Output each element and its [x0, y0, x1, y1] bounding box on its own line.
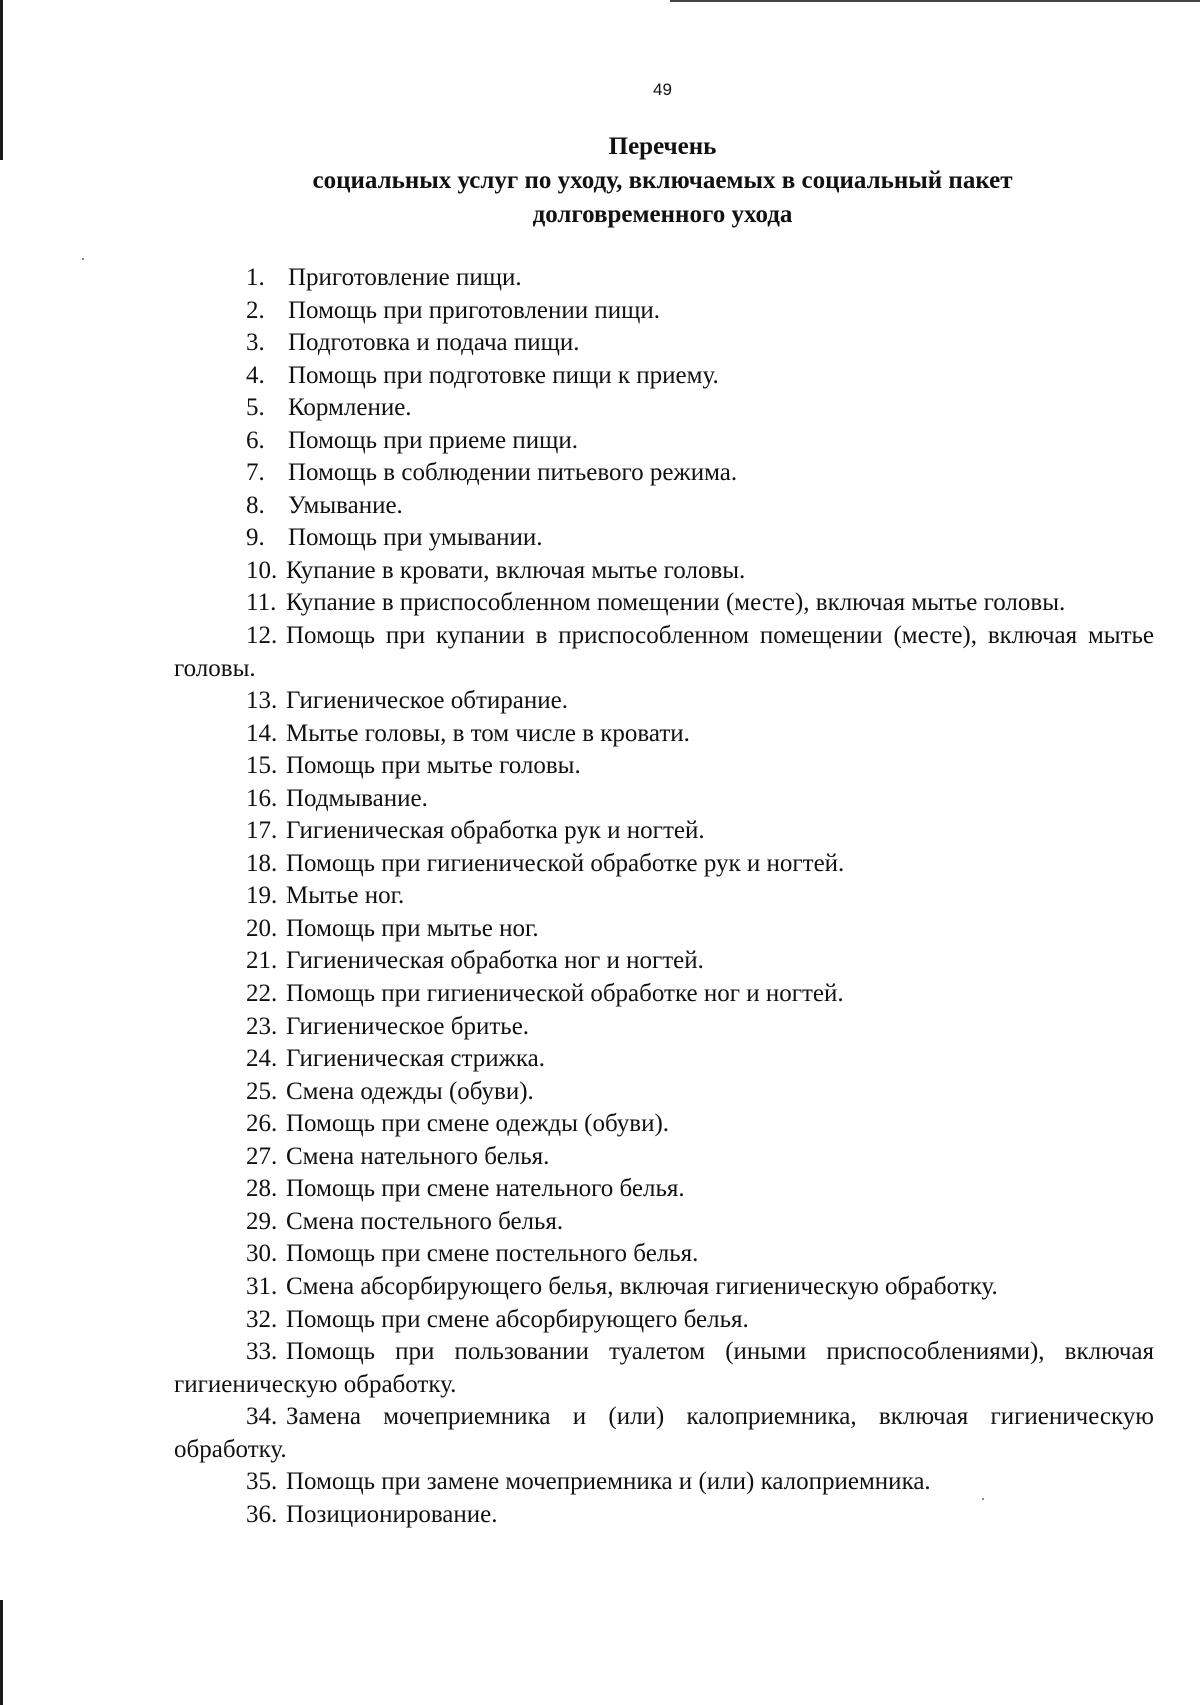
list-item	[174, 1304, 1154, 1337]
item-number: 18.	[246, 849, 278, 877]
item-number: 20.	[246, 914, 278, 942]
item-text: Помощь при купании в приспособленном помещении (месте), включая мытье головы.	[174, 622, 1154, 682]
list-item	[174, 360, 1154, 393]
item-number: 26.	[246, 1110, 278, 1138]
item-text: Помощь при приготовлении пищи.	[288, 296, 661, 324]
item-number: 24.	[246, 1045, 278, 1073]
scan-edge-top	[670, 0, 1200, 2]
list-item	[174, 1141, 1154, 1174]
item-number: 2.	[246, 296, 265, 324]
item-text: Гигиеническое обтирание.	[286, 687, 569, 715]
item-number: 25.	[246, 1077, 278, 1105]
list-item	[174, 1238, 1154, 1271]
item-number: 11.	[246, 589, 277, 617]
item-number: 29.	[246, 1207, 278, 1235]
item-number: 31.	[246, 1272, 278, 1300]
list-item	[174, 392, 1154, 425]
item-number: 1.	[246, 264, 265, 291]
item-text: Смена одежды (обуви).	[286, 1077, 534, 1105]
title-line-2: социальных услуг по уходу, включаемых в социальный пакет	[312, 167, 1013, 194]
item-text: Гигиеническая обработка рук и ногтей.	[286, 817, 705, 845]
list-item	[174, 1011, 1154, 1044]
list-item	[174, 750, 1154, 783]
item-text: Помощь при мытье ног.	[286, 914, 539, 942]
item-text: Помощь в соблюдении питьевого режима.	[288, 459, 738, 487]
list-item	[174, 620, 1154, 685]
title-line-3: долговременного ухода	[532, 201, 793, 228]
item-text: Помощь при подготовке пищи к приему.	[288, 361, 719, 389]
item-text: Кормление.	[288, 394, 412, 422]
item-number: 5.	[246, 394, 265, 422]
list-item	[174, 490, 1154, 523]
item-text: Смена нательного белья.	[286, 1142, 550, 1170]
scan-edge-left-bottom	[0, 1600, 3, 1705]
page-number: 49	[653, 80, 672, 99]
list-item	[174, 587, 1154, 620]
item-number: 23.	[246, 1012, 278, 1040]
item-text: Купание в кровати, включая мытье головы.	[286, 556, 746, 584]
list-item	[174, 1499, 1154, 1532]
item-number: 6.	[246, 426, 265, 454]
list-item	[174, 848, 1154, 881]
item-text: Гигиеническое бритье.	[286, 1012, 530, 1040]
list-item	[174, 1401, 1154, 1466]
list-item	[174, 945, 1154, 978]
item-number: 3.	[246, 329, 265, 357]
list-item	[174, 978, 1154, 1011]
item-text: Смена абсорбирующего белья, включая гигиеническую обработку.	[286, 1272, 998, 1300]
item-text: Приготовление пищи.	[288, 264, 522, 291]
list-item	[174, 425, 1154, 458]
item-number: 7.	[246, 459, 265, 487]
item-number: 13.	[246, 687, 278, 715]
item-number: 27.	[246, 1142, 278, 1170]
scan-speck	[82, 258, 84, 260]
item-number: 12.	[246, 622, 278, 650]
item-number: 4.	[246, 361, 265, 389]
list-item	[174, 1076, 1154, 1109]
item-number: 9.	[246, 524, 265, 552]
list-item	[174, 1043, 1154, 1076]
list-item	[174, 685, 1154, 718]
item-number: 21.	[246, 947, 278, 975]
item-text: Умывание.	[288, 491, 403, 519]
item-number: 32.	[246, 1305, 278, 1333]
list-item	[174, 783, 1154, 816]
item-text: Помощь при смене постельного белья.	[286, 1240, 699, 1268]
item-text: Замена мочеприемника и (или) калоприемника, включая гигиеническую обработку.	[174, 1403, 1154, 1463]
item-text: Помощь при смене абсорбирующего белья.	[286, 1305, 749, 1333]
item-text: Мытье головы, в том числе в кровати.	[286, 719, 690, 747]
item-number: 16.	[246, 784, 278, 812]
item-text: Купание в приспособленном помещении (месте), включая мытье головы.	[286, 589, 1066, 617]
list-item	[174, 457, 1154, 490]
item-number: 35.	[246, 1468, 278, 1496]
item-text: Мытье ног.	[286, 882, 405, 910]
item-text: Помощь при умывании.	[288, 524, 543, 552]
list-item	[174, 522, 1154, 555]
item-text: Смена постельного белья.	[286, 1207, 564, 1235]
document-title	[160, 130, 1165, 232]
list-item	[174, 913, 1154, 946]
list-item	[174, 815, 1154, 848]
item-number: 8.	[246, 491, 265, 519]
item-number: 15.	[246, 752, 278, 780]
list-item	[174, 327, 1154, 360]
list-item	[174, 1271, 1154, 1304]
list-item	[174, 1466, 1154, 1499]
item-number: 10.	[246, 556, 278, 584]
item-text: Подготовка и подача пищи.	[288, 329, 580, 357]
list-item	[174, 555, 1154, 588]
list-item	[174, 1173, 1154, 1206]
item-number: 14.	[246, 719, 278, 747]
item-number: 28.	[246, 1175, 278, 1203]
item-text: Позиционирование.	[286, 1500, 498, 1528]
item-text: Подмывание.	[286, 784, 428, 812]
item-number: 30.	[246, 1240, 278, 1268]
list-item	[174, 262, 1154, 295]
title-line-1: Перечень	[608, 133, 717, 160]
item-text: Помощь при смене одежды (обуви).	[286, 1110, 670, 1138]
list-item	[174, 1336, 1154, 1401]
list-item	[174, 1108, 1154, 1141]
list-item	[174, 1206, 1154, 1239]
item-text: Гигиеническая обработка ног и ногтей.	[286, 947, 704, 975]
list-item	[174, 880, 1154, 913]
item-text: Помощь при замене мочеприемника и (или) калоприемника.	[286, 1468, 931, 1496]
item-text: Помощь при приеме пищи.	[288, 426, 578, 454]
item-number: 17.	[246, 817, 278, 845]
item-text: Помощь при пользовании туалетом (иными приспособлениями), включая гигиеническую обработку.	[174, 1338, 1154, 1398]
service-list	[174, 262, 1154, 1531]
item-number: 34.	[246, 1403, 278, 1431]
item-text: Помощь при гигиенической обработке рук и ногтей.	[286, 849, 845, 877]
item-number: 33.	[246, 1338, 278, 1366]
list-item	[174, 718, 1154, 751]
item-text: Помощь при мытье головы.	[286, 752, 581, 780]
item-number: 22.	[246, 980, 278, 1008]
item-text: Помощь при гигиенической обработке ног и ногтей.	[286, 980, 844, 1008]
list-item	[174, 295, 1154, 328]
item-number: 36.	[246, 1500, 278, 1528]
item-text: Гигиеническая стрижка.	[286, 1045, 545, 1073]
item-number: 19.	[246, 882, 278, 910]
item-text: Помощь при смене нательного белья.	[286, 1175, 685, 1203]
